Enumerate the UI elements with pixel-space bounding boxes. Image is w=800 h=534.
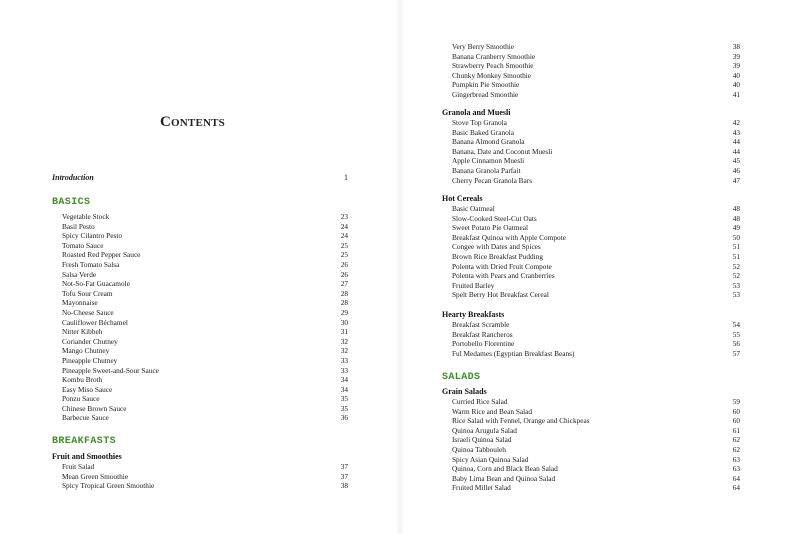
toc-entry-title: Stove Top Granola [452, 118, 507, 127]
toc-entry-title: Nitter Kibbeh [62, 327, 103, 337]
toc-entry[interactable] [442, 349, 740, 359]
toc-entry[interactable] [52, 385, 348, 395]
toc-entry-page: 56 [732, 339, 740, 349]
toc-entry[interactable] [52, 472, 348, 482]
toc-entry-title: Gingerbread Smoothie [452, 89, 519, 99]
toc-entry-page: 25 [340, 250, 348, 260]
section-heading-salads: SALADS [442, 372, 481, 383]
toc-entry-title: Fresh Tomato Salsa [62, 259, 120, 269]
toc-entry-page: 51 [732, 242, 740, 252]
toc-entry-page: 24 [340, 221, 348, 231]
toc-entry-page: 37 [340, 471, 348, 481]
toc-entry[interactable] [52, 212, 348, 222]
toc-entry[interactable] [52, 289, 348, 299]
contents-title: Contents [160, 114, 226, 130]
toc-entry-page: 40 [732, 80, 740, 90]
toc-entry[interactable] [442, 271, 740, 281]
toc-entry-page: 29 [340, 307, 348, 317]
toc-entry[interactable] [52, 481, 348, 491]
toc-entry[interactable] [52, 356, 348, 366]
toc-entry-page: 60 [732, 416, 740, 426]
toc-entry-page: 31 [340, 327, 348, 337]
toc-entry-title: Banana Cranberry Smoothie [452, 51, 536, 61]
toc-entry-page: 64 [732, 473, 740, 483]
toc-entry-page: 42 [732, 118, 740, 127]
toc-entry-page: 27 [340, 279, 348, 289]
toc-entry-title: Quinoa Tabbouleh [452, 444, 506, 454]
toc-entry[interactable] [442, 435, 740, 445]
basics-list [52, 212, 348, 423]
granola-list [442, 118, 740, 185]
toc-entry-title: Salsa Verde [62, 269, 97, 279]
toc-entry-title: Cherry Pecan Granola Bars [452, 175, 533, 185]
toc-entry-title: Basil Pesto [62, 221, 95, 231]
toc-entry-title: Pineapple Sweet-and-Sour Sauce [62, 365, 159, 375]
toc-entry[interactable] [442, 455, 740, 465]
toc-entry-title: Quinoa Arugula Salad [452, 425, 517, 435]
toc-entry-page: 30 [340, 317, 348, 327]
toc-entry[interactable] [442, 204, 740, 214]
toc-entry-title: Breakfast Scramble [452, 320, 510, 329]
toc-entry-page: 33 [340, 355, 348, 365]
toc-entry-page: 32 [340, 346, 348, 356]
toc-entry[interactable] [442, 330, 740, 340]
toc-entry-title: Roasted Red Pepper Sauce [62, 250, 141, 260]
toc-entry-title: Chinese Brown Sauce [62, 403, 127, 413]
subheading-fruit-and-smoothies: Fruit and Smoothies [52, 452, 122, 461]
toc-entry-page: 35 [340, 394, 348, 404]
toc-entry-page: 41 [732, 89, 740, 99]
toc-entry[interactable] [442, 90, 740, 100]
toc-entry-page: 63 [732, 464, 740, 474]
toc-entry-title: Sweet Potato Pie Oatmeal [452, 223, 528, 233]
toc-entry[interactable] [442, 252, 740, 262]
smoothies-continued-list [442, 42, 740, 100]
toc-entry-page: 26 [340, 269, 348, 279]
toc-entry-title: Brown Rice Breakfast Pudding [452, 251, 543, 261]
toc-entry[interactable] [52, 241, 348, 251]
toc-entry-page: 28 [340, 288, 348, 298]
toc-entry-page: 35 [340, 403, 348, 413]
toc-entry[interactable] [442, 483, 740, 493]
toc-entry-title: Vegetable Stock [62, 212, 110, 221]
toc-entry-title: Spelt Berry Hot Breakfast Cereal [452, 290, 549, 300]
toc-entry-title: Quinoa, Corn and Black Bean Salad [452, 464, 558, 474]
toc-entry-page: 60 [732, 406, 740, 416]
introduction-page: 1 [344, 173, 348, 182]
toc-entry-page: 47 [732, 175, 740, 185]
toc-entry-page: 39 [732, 51, 740, 61]
toc-entry-page: 37 [340, 462, 348, 471]
toc-entry-page: 36 [340, 413, 348, 423]
toc-entry-title: Ful Medames (Egyptian Breakfast Beans) [452, 348, 575, 358]
toc-entry-title: Curried Rice Salad [452, 397, 508, 406]
toc-entry-page: 38 [340, 481, 348, 491]
toc-entry-title: Very Berry Smoothie [452, 42, 515, 51]
toc-entry[interactable] [52, 462, 348, 472]
toc-entry[interactable] [442, 262, 740, 272]
toc-entry-page: 44 [732, 146, 740, 156]
toc-entry-page: 23 [340, 212, 348, 221]
toc-entry-title: Apple Cinnamon Muesli [452, 156, 525, 166]
toc-entry[interactable] [442, 147, 740, 157]
toc-entry-page: 34 [340, 375, 348, 385]
toc-entry-title: Banana, Date and Coconut Muesli [452, 146, 553, 156]
toc-entry-title: Polenta with Dried Fruit Compote [452, 261, 552, 271]
toc-entry-title: Tofu Sour Cream [62, 288, 113, 298]
toc-entry-page: 24 [340, 231, 348, 241]
toc-entry-page: 45 [732, 156, 740, 166]
subheading-grain-salads: Grain Salads [442, 387, 487, 396]
toc-entry[interactable] [442, 52, 740, 62]
toc-entry-title: Easy Miso Sauce [62, 384, 113, 394]
toc-entry-page: 28 [340, 298, 348, 308]
toc-entry[interactable] [442, 61, 740, 71]
toc-entry-page: 52 [732, 271, 740, 281]
toc-entry-title: Spicy Asian Quinoa Salad [452, 454, 529, 464]
toc-entry-title: Banana Granola Parfait [452, 165, 521, 175]
toc-entry[interactable] [442, 445, 740, 455]
toc-entry[interactable] [52, 366, 348, 376]
toc-entry[interactable] [442, 281, 740, 291]
toc-entry[interactable] [442, 118, 740, 128]
toc-entry[interactable] [52, 260, 348, 270]
toc-entry[interactable] [442, 407, 740, 417]
toc-entry[interactable] [52, 298, 348, 308]
toc-entry[interactable] [442, 416, 740, 426]
toc-entry[interactable] [442, 156, 740, 166]
toc-entry[interactable] [52, 222, 348, 232]
toc-entry[interactable] [442, 214, 740, 224]
toc-entry-page: 53 [732, 290, 740, 300]
toc-entry-page: 50 [732, 232, 740, 242]
toc-entry[interactable] [52, 318, 348, 328]
toc-entry[interactable] [442, 320, 740, 330]
toc-entry-introduction[interactable] [52, 173, 348, 182]
toc-entry[interactable] [442, 426, 740, 436]
toc-entry[interactable] [442, 339, 740, 349]
toc-entry-page: 51 [732, 251, 740, 261]
toc-entry-page: 48 [732, 213, 740, 223]
toc-entry-title: Banana Almond Granola [452, 137, 525, 147]
section-heading-breakfasts: BREAKFASTS [52, 436, 117, 447]
toc-entry[interactable] [442, 464, 740, 474]
toc-entry[interactable] [52, 337, 348, 347]
subheading-hot-cereals: Hot Cereals [442, 194, 483, 203]
toc-entry-title: Breakfast Rancheros [452, 329, 513, 339]
toc-entry-page: 64 [732, 483, 740, 493]
toc-entry-title: Basic Oatmeal [452, 204, 495, 213]
toc-entry-title: Spicy Cilantro Pesto [62, 231, 122, 241]
toc-entry-title: Fruit Salad [62, 462, 95, 471]
toc-entry[interactable] [442, 223, 740, 233]
toc-entry[interactable] [52, 250, 348, 260]
toc-entry[interactable] [52, 375, 348, 385]
toc-entry-title: Portobello Florentine [452, 339, 515, 349]
toc-entry[interactable] [52, 394, 348, 404]
toc-entry[interactable] [442, 80, 740, 90]
toc-entry[interactable] [52, 404, 348, 414]
subheading-hearty-breakfasts: Hearty Breakfasts [442, 310, 505, 319]
toc-entry-title: Spicy Tropical Green Smoothie [62, 481, 155, 491]
toc-entry-title: Fruited Barley [452, 280, 495, 290]
toc-entry-page: 61 [732, 425, 740, 435]
book-gutter [396, 0, 404, 534]
toc-entry-page: 53 [732, 280, 740, 290]
toc-entry[interactable] [442, 137, 740, 147]
toc-entry[interactable] [442, 233, 740, 243]
toc-entry-title: Basic Baked Granola [452, 127, 515, 137]
toc-entry[interactable] [442, 397, 740, 407]
toc-entry-title: Breakfast Quinoa with Apple Compote [452, 232, 566, 242]
toc-entry-page: 43 [732, 127, 740, 137]
toc-entry-title: Tomato Sauce [62, 240, 104, 250]
toc-entry-page: 39 [732, 61, 740, 71]
toc-entry-page: 62 [732, 435, 740, 445]
toc-entry[interactable] [52, 346, 348, 356]
toc-entry[interactable] [52, 413, 348, 423]
toc-entry-page: 46 [732, 165, 740, 175]
toc-entry-page: 25 [340, 240, 348, 250]
toc-entry-page: 40 [732, 70, 740, 80]
toc-entry-title: Ponzu Sauce [62, 394, 100, 404]
toc-entry-page: 44 [732, 137, 740, 147]
toc-entry-page: 49 [732, 223, 740, 233]
toc-entry-title: Warm Rice and Bean Salad [452, 406, 533, 416]
toc-entry-page: 48 [732, 204, 740, 213]
toc-entry-title: Coriander Chutney [62, 336, 118, 346]
toc-entry-title: Pineapple Chutney [62, 355, 118, 365]
toc-entry-title: Mean Green Smoothie [62, 471, 129, 481]
introduction-label: Introduction [52, 173, 94, 182]
toc-entry[interactable] [52, 231, 348, 241]
toc-entry[interactable] [442, 42, 740, 52]
toc-entry-title: Mango Chutney [62, 346, 110, 356]
toc-entry[interactable] [442, 166, 740, 176]
toc-entry[interactable] [442, 242, 740, 252]
toc-entry[interactable] [442, 474, 740, 484]
toc-entry-title: No-Cheese Sauce [62, 307, 114, 317]
toc-entry-page: 62 [732, 444, 740, 454]
toc-entry[interactable] [52, 327, 348, 337]
toc-entry-title: Chunky Monkey Smoothie [452, 70, 532, 80]
toc-entry[interactable] [52, 308, 348, 318]
toc-entry-title: Not-So-Fat Guacamole [62, 279, 130, 289]
fruit-smoothies-list [52, 462, 348, 491]
toc-entry-page: 63 [732, 454, 740, 464]
toc-entry-page: 32 [340, 336, 348, 346]
toc-entry-page: 26 [340, 259, 348, 269]
toc-entry-page: 33 [340, 365, 348, 375]
toc-entry-title: Mayonnaise [62, 298, 98, 308]
toc-entry-title: Congee with Dates and Spices [452, 242, 541, 252]
toc-entry-page: 57 [732, 348, 740, 358]
toc-entry-title: Strawberry Peach Smoothie [452, 61, 534, 71]
toc-entry-title: Rice Salad with Fennel, Orange and Chickpeas [452, 416, 590, 426]
toc-entry[interactable] [52, 270, 348, 280]
toc-entry-page: 59 [732, 397, 740, 406]
toc-entry-title: Fruited Millet Salad [452, 483, 511, 493]
toc-entry[interactable] [442, 290, 740, 300]
toc-entry-page: 38 [732, 42, 740, 51]
toc-entry-title: Baby Lima Bean and Quinoa Salad [452, 473, 556, 483]
toc-entry-title: Kombu Broth [62, 375, 103, 385]
toc-entry[interactable] [442, 71, 740, 81]
toc-entry-page: 34 [340, 384, 348, 394]
toc-entry[interactable] [442, 176, 740, 186]
section-heading-basics: BASICS [52, 197, 91, 208]
toc-entry-page: 52 [732, 261, 740, 271]
hot-cereals-list [442, 204, 740, 300]
toc-entry-title: Pumpkin Pie Smoothie [452, 80, 520, 90]
toc-entry[interactable] [442, 128, 740, 138]
toc-entry-title: Israeli Quinoa Salad [452, 435, 512, 445]
toc-entry-title: Polenta with Pears and Cranberries [452, 271, 555, 281]
toc-entry-title: Slow-Cooked Steel-Cut Oats [452, 213, 537, 223]
toc-entry-title: Cauliflower Béchamel [62, 317, 128, 327]
toc-entry-page: 55 [732, 329, 740, 339]
toc-entry-title: Barbecue Sauce [62, 413, 109, 423]
toc-entry-page: 54 [732, 320, 740, 329]
subheading-granola-and-muesli: Granola and Muesli [442, 108, 511, 117]
grain-salads-list [442, 397, 740, 493]
hearty-breakfasts-list [442, 320, 740, 358]
toc-entry[interactable] [52, 279, 348, 289]
